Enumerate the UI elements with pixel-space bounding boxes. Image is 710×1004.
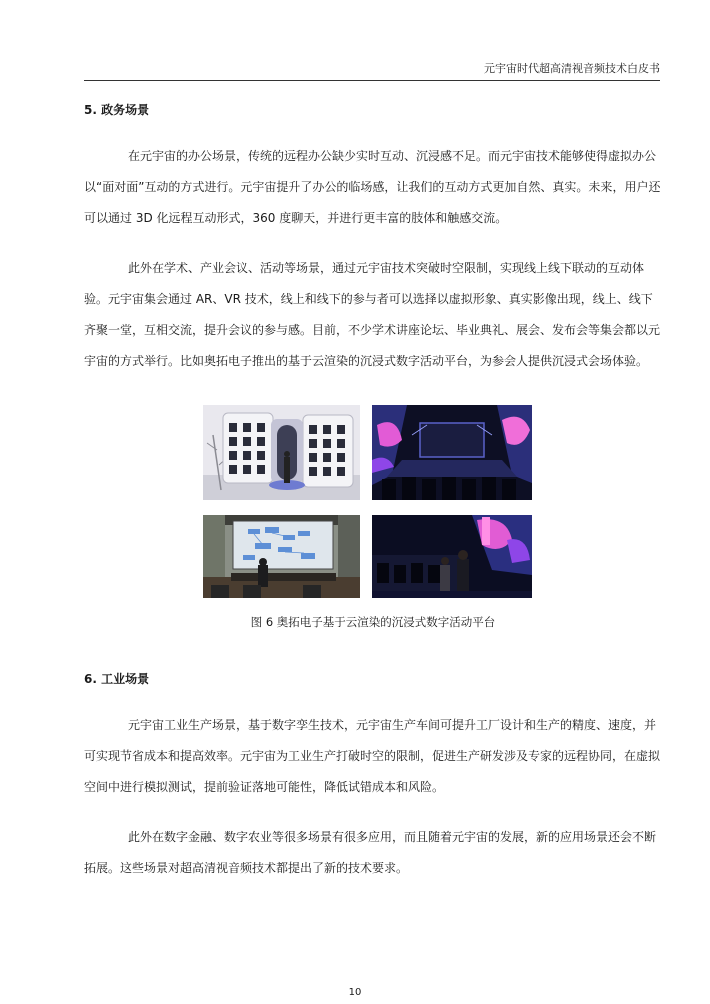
figure-meeting-room-image	[203, 515, 360, 598]
section-5-paragraph-1	[84, 141, 662, 234]
section-5-paragraph-2-text: 此外在学术、产业会议、活动等场景，通过元宇宙技术突破时空限制，实现线上线下联动的互动体验。元宇宙集会通过 AR、VR 技术，线上和线下的参与者可以选择以虚拟形象、真实影像出现，线上、线下齐聚一堂，互相交流，提升会议的参与感。目前，不少学术讲座论坛、毕业典礼、展会、发布会等集会都以元宇宙的方式举行。比如奥拓电子推出的基于云渲染的沉浸式数字活动平台，为参会人提供沉浸式会场体验。	[84, 261, 661, 368]
page-number: 10	[348, 987, 362, 998]
section-5-heading: 5. 政务场景	[84, 103, 150, 117]
section-5-paragraph-1-text: 在元宇宙的办公场景，传统的远程办公缺少实时互动、沉浸感不足。而元宇宙技术能够使得虚拟办公以“面对面”互动的方式进行。元宇宙提升了办公的临场感，让我们的互动方式更加自然、真实。未来，用户还可以通过 3D 化远程互动形式，360 度聊天，并进行更丰富的肢体和触感交流。	[84, 149, 661, 225]
figure-caption: 图 6 奥拓电子基于云渲染的沉浸式数字活动平台	[250, 615, 496, 629]
figure-auditorium-stage-image	[372, 405, 532, 500]
section-6-paragraph-2	[84, 822, 662, 884]
figure-virtual-venue-avatars-image	[372, 515, 532, 598]
section-6-paragraph-1-text: 元宇宙工业生产场景，基于数字孪生技术，元宇宙生产车间可提升工厂设计和生产的精度、速度，并可实现节省成本和提高效率。元宇宙为工业生产打破时空的限制，促进生产研发涉及专家的远程协同，在虚拟空间中进行模拟测试，提前验证落地可能性，降低试错成本和风险。	[84, 718, 661, 794]
figure-virtual-hall-image	[203, 405, 360, 500]
section-6-paragraph-2-text: 此外在数字金融、数字农业等很多场景有很多应用，而且随着元宇宙的发展，新的应用场景还会不断拓展。这些场景对超高清视音频技术都提出了新的技术要求。	[84, 830, 657, 875]
running-header: 元宇宙时代超高清视音频技术白皮书	[484, 62, 660, 75]
section-5-paragraph-2	[84, 253, 662, 377]
section-6-heading: 6. 工业场景	[84, 672, 150, 686]
header-rule	[84, 80, 660, 81]
section-6-paragraph-1	[84, 710, 662, 803]
